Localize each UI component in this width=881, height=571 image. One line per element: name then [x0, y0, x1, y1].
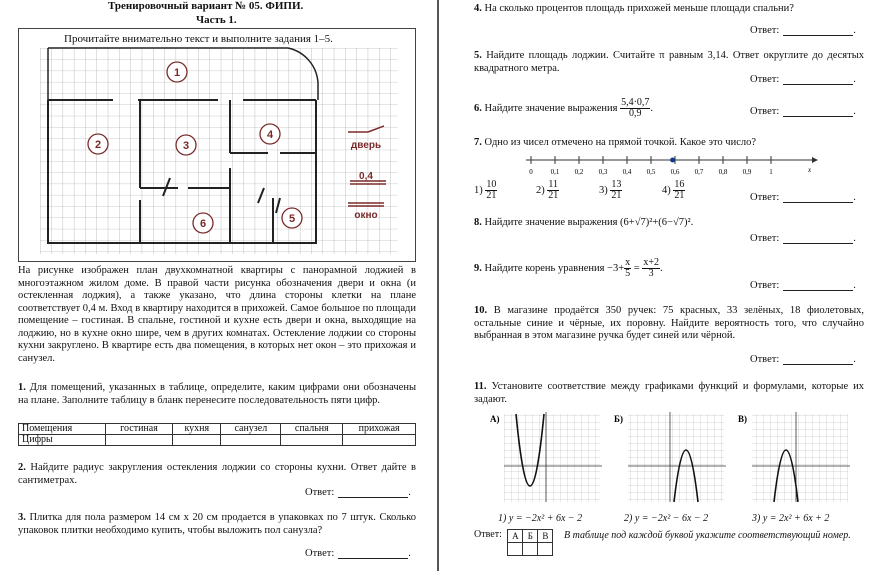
room-6-label: 6 — [199, 218, 207, 230]
number-line-tick-label: 0 — [529, 168, 533, 176]
table-header-cell: прихожая — [343, 424, 416, 435]
room-2-label: 2 — [94, 139, 102, 151]
table-header-cell: гостиная — [105, 424, 173, 435]
function-graphs — [490, 408, 860, 510]
door-legend-label: дверь — [350, 140, 382, 151]
number-line-tick-label: 0,7 — [694, 168, 704, 176]
table-answer-cell[interactable] — [105, 435, 173, 446]
task-4 — [474, 3, 794, 14]
table-header-cell: санузел — [221, 424, 281, 435]
number-line-point — [670, 158, 675, 163]
fraction-denominator: 0,9 — [628, 108, 642, 119]
answer-label: Ответ: — [474, 529, 502, 540]
task-4-answer: Ответ: . — [750, 25, 856, 36]
task-6-fraction — [620, 98, 650, 119]
task-7-text: Одно из чисел отмечено на прямой точкой. Какое это число? — [484, 137, 757, 148]
task-9-fraction-2 — [642, 258, 660, 279]
number-line-tick-label: 0,4 — [622, 168, 632, 176]
answer-field[interactable] — [783, 280, 853, 291]
task-11-note: В таблице под каждой буквой укажите соответствующий номер. — [564, 530, 851, 541]
task-3 — [18, 512, 416, 537]
axis-var-label: x — [808, 166, 812, 174]
graph-b — [614, 412, 726, 502]
fraction-denominator: 21 — [674, 190, 685, 201]
task-9-number: 9. — [474, 262, 482, 274]
number-line-tick-label: 0,1 — [550, 168, 560, 176]
task-6-answer: Ответ: . — [750, 106, 856, 117]
task-8-text: Найдите значение выражения (6+√7)²+(6−√7)². — [484, 217, 694, 228]
option-number: 3) — [599, 184, 608, 196]
number-line-arrow — [812, 157, 818, 163]
task-10 — [474, 305, 864, 343]
answer-cell-c[interactable] — [537, 542, 553, 556]
number-line-tick-label: 0,9 — [742, 168, 752, 176]
table-answer-cell[interactable] — [221, 435, 281, 446]
graph-a-label: А) — [490, 414, 500, 424]
task-10-text: В магазине продаётся 350 ручек: 75 красных, 33 зелёных, 18 фиолетовых, остальные синие и чёрные, их поровну. Найдите вероятность того, что случайно выбранная в этом магазине ручка будет синей или чёрной. — [474, 305, 864, 341]
task-7-option-1[interactable] — [474, 180, 497, 201]
task-6-text: Найдите значение выражения — [484, 102, 618, 114]
task-2-answer: Ответ: . — [305, 487, 411, 498]
task-11 — [474, 381, 864, 406]
formula-2: 2) y = −2x² − 6x − 2 — [624, 513, 709, 524]
table-header-cell: Помещения — [19, 424, 106, 435]
fraction-numerator: x+2 — [643, 257, 659, 268]
table-header-cell: кухня — [173, 424, 221, 435]
task-7-option-3[interactable] — [599, 180, 622, 201]
task-7-number: 7. — [474, 137, 482, 148]
fraction-numerator: 16 — [674, 179, 685, 190]
task-9 — [474, 258, 663, 279]
answer-label: Ответ: — [750, 74, 780, 85]
task-7-option-4[interactable] — [662, 180, 685, 201]
number-line-tick-label: 0,5 — [646, 168, 656, 176]
formula-3: 3) y = 2x² + 6x + 2 — [752, 513, 830, 524]
answer-field[interactable] — [338, 487, 408, 498]
graph-b-label: Б) — [614, 414, 623, 424]
task-10-answer: Ответ: . — [750, 354, 856, 365]
room-4-label: 4 — [266, 129, 274, 141]
answer-label: Ответ: — [750, 25, 780, 36]
answer-field[interactable] — [338, 548, 408, 559]
table-answer-cell[interactable] — [343, 435, 416, 446]
room-5-label: 5 — [288, 213, 296, 225]
graph-a — [490, 412, 602, 502]
option-number: 4) — [662, 184, 671, 196]
task-6-tail: . — [650, 102, 654, 114]
part-title: Часть 1. — [196, 14, 237, 26]
table-header-cell: спальня — [281, 424, 343, 435]
answer-column-c: В — [537, 529, 553, 543]
task-11-number: 11. — [474, 381, 487, 392]
task-9-answer: Ответ: . — [750, 280, 856, 291]
task-8-answer: Ответ: . — [750, 233, 856, 244]
answer-label: Ответ: — [305, 548, 335, 559]
left-page — [0, 0, 430, 571]
task-2 — [18, 462, 416, 487]
task-5-answer: Ответ: . — [750, 74, 856, 85]
fraction-denominator: 5 — [625, 268, 631, 279]
option-number: 1) — [474, 184, 483, 196]
option-number: 2) — [536, 184, 545, 196]
task-11-text: Установите соответствие между графиками функций и формулами, которые их задают. — [474, 381, 864, 405]
answer-label: Ответ: — [750, 106, 780, 117]
number-line-tick-label: 0,2 — [574, 168, 584, 176]
task-4-number: 4. — [474, 3, 482, 14]
task-9-text: Найдите корень уравнения −3+ — [484, 262, 625, 274]
window-legend-label: окно — [354, 210, 378, 221]
table-row-label: Цифры — [19, 435, 106, 446]
number-line — [526, 150, 826, 180]
fraction-denominator: 21 — [486, 190, 497, 201]
fraction-numerator: 11 — [548, 179, 559, 190]
fraction-numerator: 5,4·0,7 — [621, 97, 650, 108]
task-11-answer — [474, 529, 553, 559]
number-line-tick-label: 0,3 — [598, 168, 608, 176]
task-10-number: 10. — [474, 305, 488, 316]
answer-field[interactable] — [783, 25, 853, 36]
rooms-table — [18, 423, 416, 446]
task-8 — [474, 217, 693, 228]
plan-description: На рисунке изображен план двухкомнатной квартиры с панорамной лоджией в многоэтажном жилом доме. В правой части рисунка обозначения двери и окна (и остекленная лоджия), а также указано, что длина стороны клетки на плане соответствует 0,4 м. Вход в квартиру находится в прихожей. Самое большое по площади помещение – гостиная. В спальне, гостиной и кухне есть двери и окна, выходящие на лоджию, но в кухне окно шире, чем в других комнатах. Остекление лоджии со стороны кухни закруглено. В квартире есть два помещения, в которых нет окон – это прихожая и санузел. — [18, 265, 416, 364]
right-page — [446, 0, 881, 571]
task-3-answer: Ответ: . — [305, 548, 411, 559]
task-7-answer: Ответ: . — [750, 192, 856, 203]
number-line-tick-label: 0,8 — [718, 168, 728, 176]
answer-field[interactable] — [783, 192, 853, 203]
intro-text: Прочитайте внимательно текст и выполните задания 1–5. — [64, 33, 333, 45]
answer-cell-b[interactable] — [522, 542, 538, 556]
answer-label: Ответ: — [750, 280, 780, 291]
graph-c — [738, 412, 850, 502]
number-line-tick-label: 0,6 — [670, 168, 680, 176]
task-1-number: 1. — [18, 382, 26, 393]
formula-1: 1) y = −2x² + 6x − 2 — [498, 513, 583, 524]
floor-plan — [18, 28, 414, 260]
answer-field[interactable] — [783, 354, 853, 365]
page-divider — [437, 0, 439, 571]
answer-field[interactable] — [783, 106, 853, 117]
task-8-number: 8. — [474, 217, 482, 228]
equals-sign: = — [631, 262, 643, 274]
answer-table — [508, 529, 553, 559]
fraction-denominator: 21 — [548, 190, 559, 201]
table-answer-cell[interactable] — [173, 435, 221, 446]
table-answer-cell[interactable] — [281, 435, 343, 446]
answer-label: Ответ: — [750, 354, 780, 365]
answer-column-b: Б — [522, 529, 538, 543]
fraction-denominator: 3 — [648, 268, 654, 279]
fraction-numerator: x — [625, 257, 631, 268]
task-3-text: Плитка для пола размером 14 см x 20 см продается в упаковках по 7 штук. Сколько упаковок плитки необходимо купить, чтобы выложить пол санузла? — [18, 512, 416, 536]
task-5-number: 5. — [474, 50, 482, 61]
task-3-number: 3. — [18, 512, 26, 523]
answer-label: Ответ: — [305, 487, 335, 498]
task-5 — [474, 50, 864, 75]
task-1 — [18, 382, 416, 407]
task-2-text: Найдите радиус закругления остекления лоджии со стороны кухни. Ответ дайте в сантиметрах. — [18, 462, 416, 486]
answer-column-a: А — [507, 529, 523, 543]
room-1-label: 1 — [173, 67, 181, 79]
task-1-text: Для помещений, указанных в таблице, определите, каким цифрами они обозначены на плане. Заполните таблицу в бланк перенесите последовательность пяти цифр. — [18, 382, 416, 406]
task-7-option-2[interactable] — [536, 180, 559, 201]
answer-label: Ответ: — [750, 192, 780, 203]
room-3-label: 3 — [182, 140, 190, 152]
answer-field[interactable] — [783, 74, 853, 85]
task-2-number: 2. — [18, 462, 26, 473]
number-line-tick-label: 1 — [769, 168, 773, 176]
task-9-tail: . — [659, 262, 663, 274]
answer-label: Ответ: — [750, 233, 780, 244]
fraction-numerator: 13 — [611, 179, 622, 190]
page-title: Тренировочный вариант № 05. ФИПИ. — [108, 0, 304, 12]
fraction-denominator: 21 — [611, 190, 622, 201]
answer-cell-a[interactable] — [507, 542, 523, 556]
task-7 — [474, 137, 756, 148]
fraction-numerator: 10 — [486, 179, 497, 190]
task-5-text: Найдите площадь лоджии. Считайте π равным 3,14. Ответ округлите до десятых квадратного метра. — [474, 50, 864, 74]
graph-c-label: В) — [738, 414, 747, 424]
task-6 — [474, 98, 653, 119]
task-6-number: 6. — [474, 102, 482, 114]
answer-field[interactable] — [783, 233, 853, 244]
scale-legend-label: 0,4 — [359, 171, 373, 182]
task-4-text: На сколько процентов площадь прихожей меньше площади спальни? — [484, 3, 794, 14]
